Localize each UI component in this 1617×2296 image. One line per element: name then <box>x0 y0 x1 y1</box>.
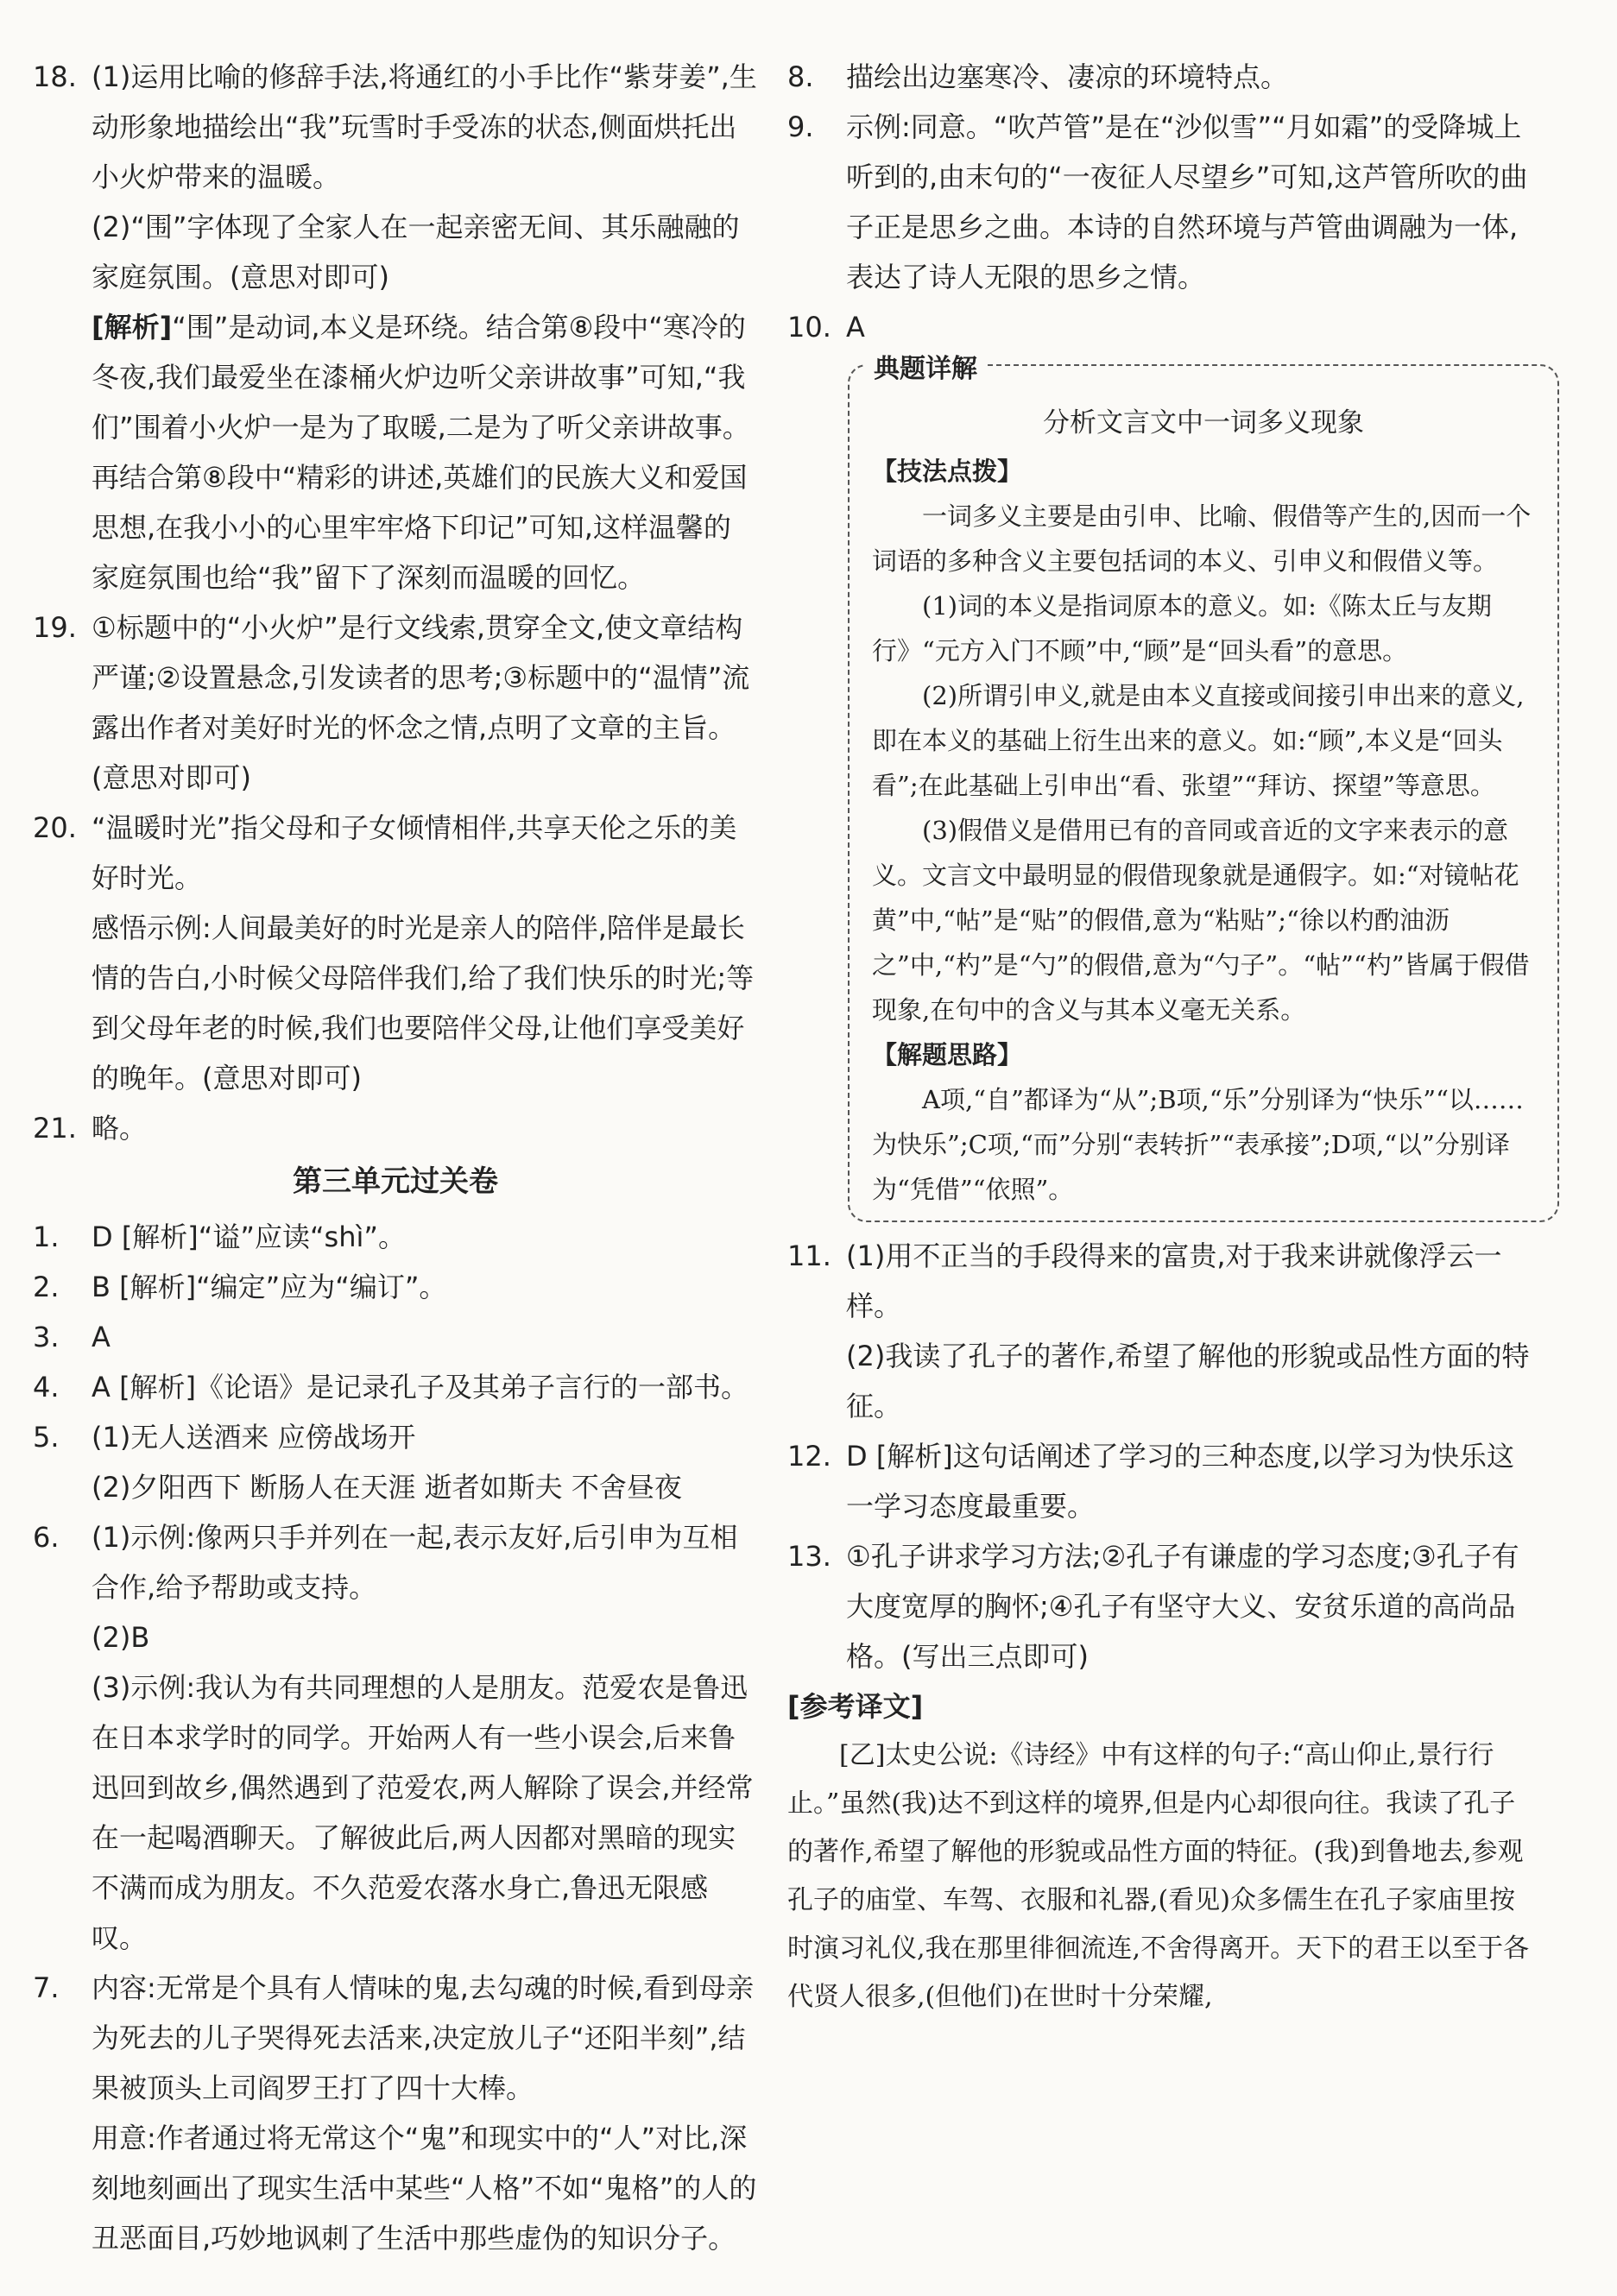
question-number: 19. <box>33 611 77 644</box>
answer-20 <box>33 803 758 1103</box>
answer-text: A <box>92 1321 111 1353</box>
question-number: 7. <box>33 1971 60 2004</box>
question-number: 5. <box>33 1421 60 1454</box>
answer-19 <box>33 602 758 803</box>
answer-3 <box>33 1312 758 1362</box>
answer-2 <box>33 1262 758 1312</box>
answer-6 <box>33 1512 758 1963</box>
answer-21 <box>33 1103 758 1153</box>
answer-5 <box>33 1412 758 1512</box>
left-column <box>33 52 758 2263</box>
box-subheading: 【技法点拨】 <box>872 457 1023 486</box>
right-column <box>787 52 1530 2022</box>
answer-text: 示例:同意。“吹芦管”是在“沙似雪”“月如霜”的受降城上听到的,由末句的“一夜征人尽望乡”可知,这芦管所吹的曲子正是思乡之曲。本诗的自然环境与芦管曲调融为一体,表达了诗人无限的思乡之情。 <box>846 110 1528 293</box>
answer-text: “温暖时光”指父母和子女倾情相伴,共享天伦之乐的美好时光。 <box>92 811 737 894</box>
answer-text: 略。 <box>92 1112 148 1145</box>
box-paragraph: (2)所谓引申义,就是由本义直接或间接引申出来的意义,即在本义的基础上衍生出来的意义。如:“顾”,本义是“回头看”;在此基础上引申出“看、张望”“拜访、探望”等意思。 <box>872 681 1525 800</box>
analysis-text: “围”是动词,本义是环绕。结合第⑧段中“寒冷的冬夜,我们最爱坐在漆桶火炉边听父亲讲故事”可知,“我们”围着小火炉一是为了取暖,二是为了听父亲讲故事。再结合第⑧段中“精彩的讲述,英雄们的民族大义和爱国思想,在我小小的心里牢牢烙下印记”可知,这样温馨的家庭氛围也给“我”留下了深刻而温暖的回忆。 <box>92 311 750 594</box>
question-number: 2. <box>33 1271 60 1303</box>
question-number: 21. <box>33 1112 77 1145</box>
question-number: 1. <box>33 1221 60 1253</box>
answer-text: 感悟示例:人间最美好的时光是亲人的陪伴,陪伴是最长情的告白,小时候父母陪伴我们,给了我们快乐的时光;等到父母年老的时候,我们也要陪伴父母,让他们享受美好的晚年。(意思对即可) <box>92 911 755 1094</box>
answer-12 <box>787 1431 1530 1531</box>
answer-text: ①孔子讲求学习方法;②孔子有谦虚的学习态度;③孔子有大度宽厚的胸怀;④孔子有坚守大义、安贫乐道的高尚品格。(写出三点即可) <box>846 1540 1519 1673</box>
box-paragraph: 一词多义主要是由引申、比喻、假借等产生的,因而一个词语的多种含义主要包括词的本义、引申义和假借义等。 <box>872 501 1532 576</box>
question-number: 20. <box>33 811 77 844</box>
box-paragraph: (3)假借义是借用已有的音同或音近的文字来表示的意义。文言文中最明显的假借现象就是通假字。如:“对镜帖花黄”中,“帖”是“贴”的假借,意为“粘贴”;“徐以杓酌油沥之”中,“杓”是“勺”的假借,意为“勺子”。“帖”“杓”皆属于假借现象,在句中的含义与其本义毫无关系。 <box>872 816 1530 1025</box>
answer-text: ①标题中的“小火炉”是行文线索,贯穿全文,使文章结构严谨;②设置悬念,引发读者的思考;③标题中的“温情”流露出作者对美好时光的怀念之情,点明了文章的主旨。(意思对即可) <box>92 611 750 794</box>
answer-text: (1)无人送酒来 应傍战场开 <box>92 1421 416 1454</box>
answer-text: (2)我读了孔子的著作,希望了解他的形貌或品性方面的特征。 <box>846 1340 1530 1422</box>
answer-text: (2)B <box>92 1621 150 1654</box>
answer-text: (1)运用比喻的修辞手法,将通红的小手比作“紫芽姜”,生动形象地描绘出“我”玩雪时手受冻的状态,侧面烘托出小火炉带来的温暖。 <box>92 60 757 193</box>
answer-11 <box>787 1231 1530 1431</box>
answer-8 <box>787 52 1530 102</box>
answer-text: (3)示例:我认为有共同理想的人是朋友。范爱农是鲁迅在日本求学时的同学。开始两人有一些小误会,后来鲁迅回到故乡,偶然遇到了范爱农,两人解除了误会,并经常在一起喝酒聊天。了解彼此后,两人因都对黑暗的现实不满而成为朋友。不久范爱农落水身亡,鲁迅无限感叹。 <box>92 1671 754 1954</box>
question-number: 8. <box>787 60 814 93</box>
box-paragraph: A项,“自”都译为“从”;B项,“乐”分别译为“快乐”“以……为快乐”;C项,“而”分别“表转折”“表承接”;D项,“以”分别译为“凭借”“依照”。 <box>872 1085 1524 1204</box>
box-subheading: 【解题思路】 <box>872 1040 1023 1069</box>
question-number: 13. <box>787 1540 831 1573</box>
answer-10 <box>787 302 1530 352</box>
analysis <box>92 302 758 602</box>
reference-translation: [乙]太史公说:《诗经》中有这样的句子:“高山仰止,景行行止。”虽然(我)达不到这样的境界,但是内心却很向往。我读了孔子的著作,希望了解他的形貌或品性方面的特征。(我)到鲁地去,参观孔子的庙堂、车驾、衣服和礼器,(看见)众多儒生在孔子家庙里按时演习礼仪,我在那里徘徊流连,不舍得离开。天下的君王以至于各代贤人很多,(但他们)在世时十分荣耀, <box>787 1740 1530 2012</box>
answer-text: (2)“围”字体现了全家人在一起亲密无间、其乐融融的家庭氛围。(意思对即可) <box>92 211 740 293</box>
answer-9 <box>787 102 1530 302</box>
question-number: 12. <box>787 1440 831 1473</box>
box-label: 典题详解 <box>865 347 986 392</box>
answer-1 <box>33 1212 758 1262</box>
question-number: 10. <box>787 311 831 344</box>
analysis-label: [解析] <box>92 311 173 344</box>
answer-text: A <box>846 311 865 344</box>
answer-text: 内容:无常是个具有人情味的鬼,去勾魂的时候,看到母亲为死去的儿子哭得死去活来,决定放儿子“还阳半刻”,结果被顶头上司阎罗王打了四十大棒。 <box>92 1971 755 2104</box>
question-number: 4. <box>33 1371 60 1403</box>
answer-text: D [解析]这句话阐述了学习的三种态度,以学习为快乐这一学习态度最重要。 <box>846 1440 1514 1523</box>
question-number: 6. <box>33 1521 60 1554</box>
question-number: 9. <box>787 110 814 143</box>
question-number: 3. <box>33 1321 60 1353</box>
section-title: 第三单元过关卷 <box>293 1164 498 1199</box>
answer-text: (2)夕阳西下 断肠人在天涯 逝者如斯夫 不舍昼夜 <box>92 1471 682 1504</box>
answer-text: 用意:作者通过将无常这个“鬼”和现实中的“人”对比,深刻地刻画出了现实生活中某些“人格”不如“鬼格”的人的丑恶面目,巧妙地讽刺了生活中那些虚伪的知识分子。 <box>92 2122 757 2255</box>
answer-7 <box>33 1963 758 2263</box>
answer-text: B [解析]“编定”应为“编订”。 <box>92 1271 447 1303</box>
answer-18 <box>33 52 758 602</box>
answer-text: (1)示例:像两只手并列在一起,表示友好,后引申为互相合作,给予帮助或支持。 <box>92 1521 738 1604</box>
answer-4 <box>33 1362 758 1412</box>
answer-text: D [解析]“谥”应读“shì”。 <box>92 1221 406 1253</box>
answer-text: A [解析]《论语》是记录孔子及其弟子言行的一部书。 <box>92 1371 749 1403</box>
reference-translation-label: [参考译文] <box>787 1690 924 1723</box>
explanation-box <box>848 354 1559 1222</box>
box-title: 分析文言文中一词多义现象 <box>1043 407 1364 438</box>
answer-text: (1)用不正当的手段得来的富贵,对于我来讲就像浮云一样。 <box>846 1239 1502 1322</box>
question-number: 11. <box>787 1239 831 1272</box>
answer-13 <box>787 1531 1530 1681</box>
answer-text: 描绘出边塞寒冷、凄凉的环境特点。 <box>846 60 1289 93</box>
box-paragraph: (1)词的本义是指词原本的意义。如:《陈太丘与友期行》“元方入门不顾”中,“顾”是“回头看”的意思。 <box>872 591 1492 665</box>
question-number: 18. <box>33 60 77 93</box>
